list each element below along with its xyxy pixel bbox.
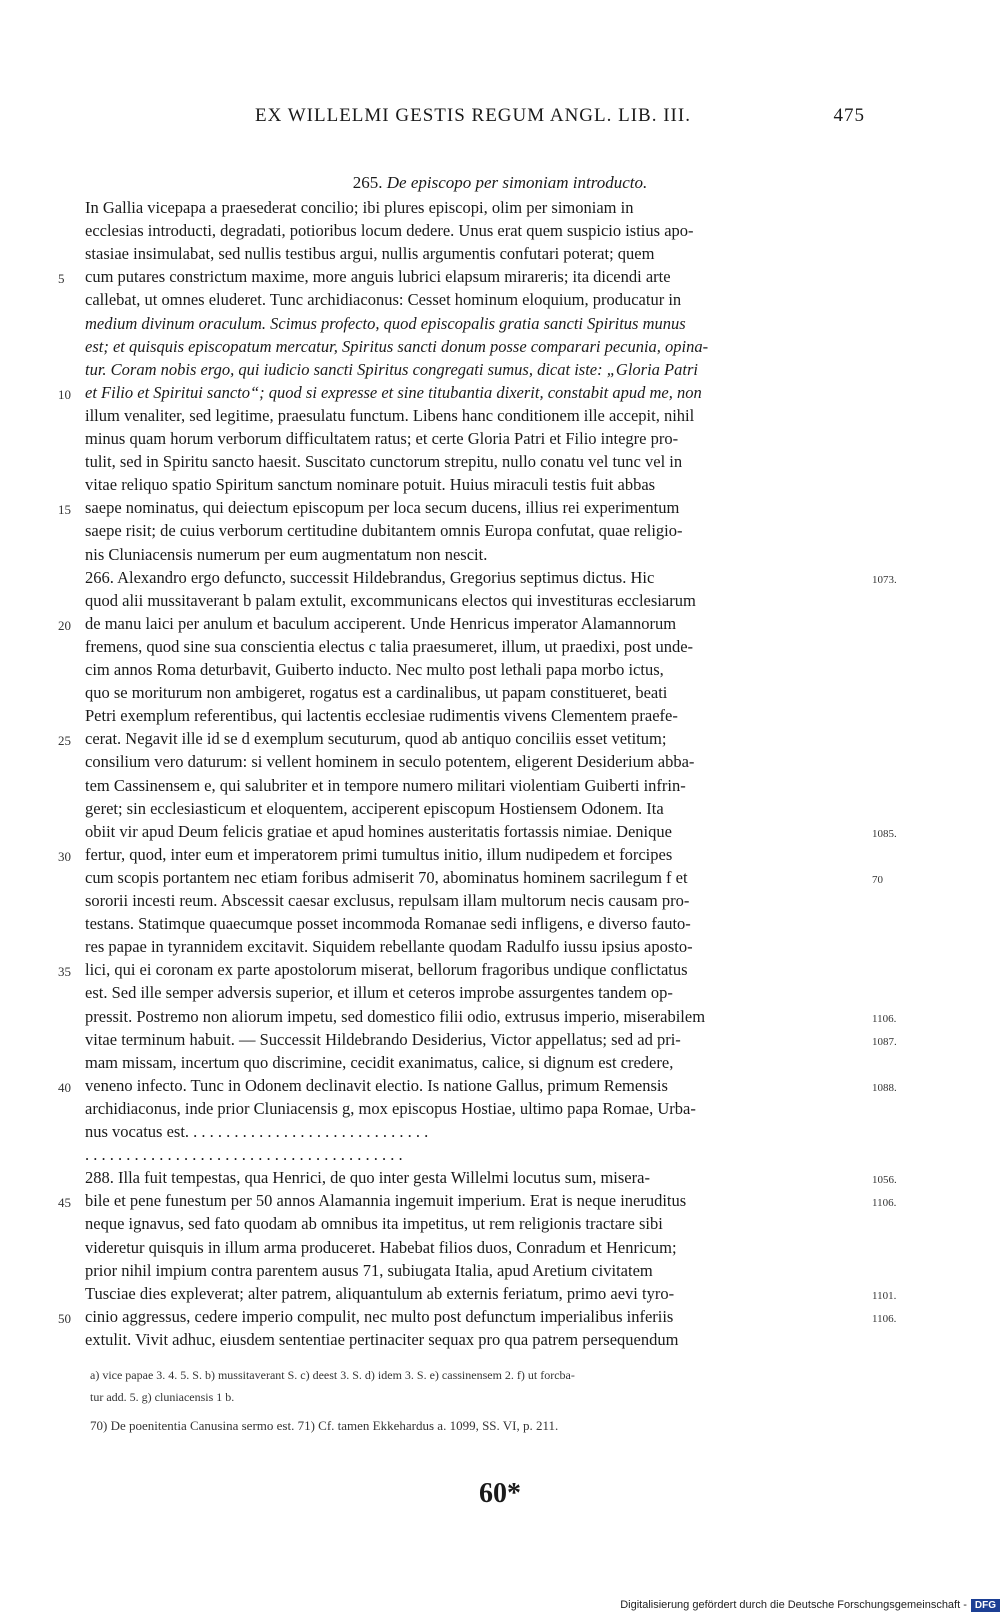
text-line: Tusciae dies expleverat; alter patrem, aliquantulum ab externis feriatum, primo aevi tyro- <box>85 1283 675 1303</box>
line-number: 15 <box>58 502 71 518</box>
text-line: geret; sin ecclesiasticum et eloquentem, acciperent episcopum Hostiensem Odonem. Ita <box>85 798 664 818</box>
line-number: 50 <box>58 1310 71 1326</box>
text-line: res papae in tyrannidem excitavit. Siquidem rebellante quodam Radulfo iussu ipsius aposto- <box>85 937 693 957</box>
text-line: nis Cluniacensis numerum per eum augmentatum non nescit. <box>85 544 488 564</box>
margin-year: 1088. <box>872 1081 897 1094</box>
text-line: veneno infecto. Tunc in Odonem declinavit electio. Is natione Gallus, primum Remensis <box>85 1075 668 1095</box>
text-line: tulit, sed in Spiritu sancto haesit. Suscitato cunctorum strepitu, nullo conatu vel tunc vel in <box>85 452 683 472</box>
text-line: cerat. Negavit ille id se d exemplum secuturum, quod ab antiquo conciliis esset vetitum; <box>85 729 667 749</box>
footer-text: Digitalisierung gefördert durch die Deutsche Forschungsgemeinschaft - <box>620 1599 967 1611</box>
margin-year: 1085. <box>872 827 897 840</box>
section-heading: De episcopo per simoniam introducto. <box>386 173 648 192</box>
text-line: fremens, quod sine sua conscientia electus c talia praesumeret, illum, ut praedixi, post unde- <box>85 636 694 656</box>
text-line: 266. Alexandro ergo defuncto, successit Hildebrandus, Gregorius septimus dictus. Hic <box>85 567 655 587</box>
footnote-numbered: 70) De poenitentia Canusina sermo est. 71) Cf. tamen Ekkehardus a. 1099, SS. VI, p. 211. <box>90 1418 559 1433</box>
footer <box>560 1596 1000 1614</box>
text-line: cum putares constrictum maxime, more anguis lubrici elapsum mirareris; ita dicendi arte <box>85 267 671 287</box>
page-number: 475 <box>833 105 865 126</box>
text-line: cinio aggressus, cedere imperio compulit, nec multo post defunctum imperialibus inferiis <box>85 1306 674 1326</box>
text-line: 288. Illa fuit tempestas, qua Henrici, de quo inter gesta Willelmi locutus sum, misera- <box>85 1168 650 1188</box>
text-line: est. Sed ille semper adversis superior, et illum et ceteros improbe assurgentes tandem op- <box>85 983 673 1003</box>
signature-mark: 60* <box>479 1478 521 1509</box>
dfg-logo-icon: DFG <box>971 1599 1000 1612</box>
text-line: Petri exemplum referentibus, qui lactentis ecclesiae rudimentis vivens Clementem praefe- <box>85 706 678 726</box>
margin-year: 1056. <box>872 1174 897 1187</box>
text-line: sororii incesti reum. Abscessit caesar exclusus, repulsam illam multorum necis causam pro- <box>85 891 690 910</box>
line-number: 30 <box>58 848 71 864</box>
text-line: medium divinum oraculum. Scimus profecto, quod episcopalis gratia sancti Spiritus munus <box>85 313 686 333</box>
line-number: 35 <box>58 964 71 980</box>
text-line: testans. Statimque quaecumque posset incommoda Romanae sedi infligens, e diverso fauto- <box>85 914 691 934</box>
text-line: et Filio et Spiritui sancto“; quod si expresse et sine titubantia dixerit, constabit apud me, non <box>85 382 702 402</box>
text-line: saepe nominatus, qui deiectum episcopum per loca secum ducens, illius rei experimentum <box>85 498 680 518</box>
line-number: 20 <box>58 617 71 633</box>
text-line: pressit. Postremo non aliorum impetu, sed domestico filii odio, extrusus imperio, miserabilem <box>85 1006 706 1026</box>
text-line: . . . . . . . . . . . . . . . . . . . . . . . . . . . . . . . . . . . . . . . <box>85 1145 403 1165</box>
running-title: EX WILLELMI GESTIS REGUM ANGL. LIB. III. <box>255 105 691 126</box>
line-number: 45 <box>58 1195 71 1211</box>
text-line: bile et pene funestum per 50 annos Alamannia ingemuit imperium. Erat is neque ineruditus <box>85 1191 687 1211</box>
margin-year: 1106. <box>872 1312 897 1325</box>
text-line: saepe risit; de cuius verborum certitudine dubitantem omnis Europa confutat, quae religio- <box>85 521 683 541</box>
text-line: obiit vir apud Deum felicis gratiae et apud homines austeritatis fortassis nimiae. Denique <box>85 821 672 841</box>
text-line: quo se moriturum non ambigeret, rogatus est a cardinalibus, ut papam constitueret, beati <box>85 683 668 703</box>
text-line: extulit. Vivit adhuc, eiusdem sententiae pertinaciter sequax pro qua patrem persequendum <box>85 1329 679 1349</box>
text-line: cim annos Roma deturbavit, Guiberto inducto. Nec multo post lethali papa morbo ictus, <box>85 660 664 679</box>
text-line: videretur quisquis in illum arma produceret. Habebat filios duos, Conradum et Henricum; <box>85 1237 677 1257</box>
text-line: lici, qui ei coronam ex parte apostolorum miserat, bellorum fragoribus undique conflictatus <box>85 960 688 980</box>
margin-year: 70 <box>872 873 883 886</box>
text-line: stasiae insimulabat, sed nullis testibus argui, nullis argumentis confutari poterat; quem <box>85 244 655 264</box>
footnote-letters-2: tur add. 5. g) cluniacensis 1 b. <box>90 1390 235 1404</box>
margin-year: 1073. <box>872 573 897 586</box>
text-line: illum venaliter, sed legitime, praesulatu functum. Libens hanc conditionem ille accepit, nihil <box>85 405 695 425</box>
text-line: tur. Coram nobis ergo, qui iudicio sancti Spiritus congregati sumus, dicat iste: „Gloria Patri <box>85 359 698 379</box>
text-line: prior nihil impium contra parentem ausus 71, subiugata Italia, apud Aretium civitatem <box>85 1260 653 1280</box>
line-number: 5 <box>58 271 65 287</box>
text-line: tem Cassinensem e, qui salubriter et in tempore numero militari violentiam Guiberti infrin- <box>85 775 686 795</box>
section-number: 265. <box>352 173 383 192</box>
section-title <box>0 173 1000 193</box>
text-line: minus quam horum verborum difficultatem ratus; et certe Gloria Patri et Filio integre pro- <box>85 429 679 448</box>
text-line: callebat, ut omnes eluderet. Tunc archidiaconus: Cesset hominum eloquium, producatur in <box>85 290 682 310</box>
margin-year: 1106. <box>872 1012 897 1025</box>
running-head <box>255 105 865 127</box>
text-line: quod alii mussitaverant b palam extulit, excommunicans electos qui investituras ecclesiarum <box>85 590 696 610</box>
margin-year: 1087. <box>872 1035 897 1048</box>
margin-year: 1101. <box>872 1289 897 1302</box>
text-line: vitae terminum habuit. — Successit Hildebrando Desiderius, Victor appellatus; sed ad pri- <box>85 1029 681 1049</box>
line-number: 25 <box>58 733 71 749</box>
text-line: est; et quisquis episcopatum mercatur, Spiritus sancti donum posse comparari pecunia, opina- <box>85 336 709 356</box>
text-line: cum scopis portantem nec etiam foribus admiserit 70, abominatus hominem sacrilegum f et <box>85 867 688 887</box>
text-line: ecclesias introducti, degradati, potioribus locum dedere. Unus erat quem suspicio istius apo- <box>85 221 694 241</box>
text-line: mam missam, incertum quo discrimine, cecidit exanimatus, calice, si dignum est credere, <box>85 1052 674 1072</box>
margin-year: 1106. <box>872 1197 897 1210</box>
text-line: consilium vero daturum: si vellent hominem in seculo potentem, eligerent Desiderium abba- <box>85 752 695 772</box>
text-line: fertur, quod, inter eum et imperatorem primi tumultus initio, illum nudipedem et forcipes <box>85 844 673 864</box>
text-line: de manu laici per anulum et baculum acciperent. Unde Henricus imperator Alamannorum <box>85 613 677 633</box>
text-line: archidiaconus, inde prior Cluniacensis g, mox episcopus Hostiae, ultimo papa Romae, Urba- <box>85 1098 696 1118</box>
line-number: 40 <box>58 1079 71 1095</box>
text-line: vitae reliquo spatio Spiritum sanctum nominare potuit. Huius miraculi testis fuit abbas <box>85 475 656 495</box>
footnote-letters-1: a) vice papae 3. 4. 5. S. b) mussitaverant S. c) deest 3. S. d) idem 3. S. e) cassinensem 2. f) ut forcba- <box>90 1368 575 1382</box>
line-number: 10 <box>58 386 71 402</box>
text-line: neque ignavus, sed fato quodam ab omnibus ita impetitus, ut rem religionis tractare sibi <box>85 1214 663 1234</box>
text-line: nus vocatus est. . . . . . . . . . . . . . . . . . . . . . . . . . . . . . <box>85 1122 429 1141</box>
text-line: In Gallia vicepapa a praesederat concilio; ibi plures episcopi, olim per simoniam in <box>85 198 634 217</box>
